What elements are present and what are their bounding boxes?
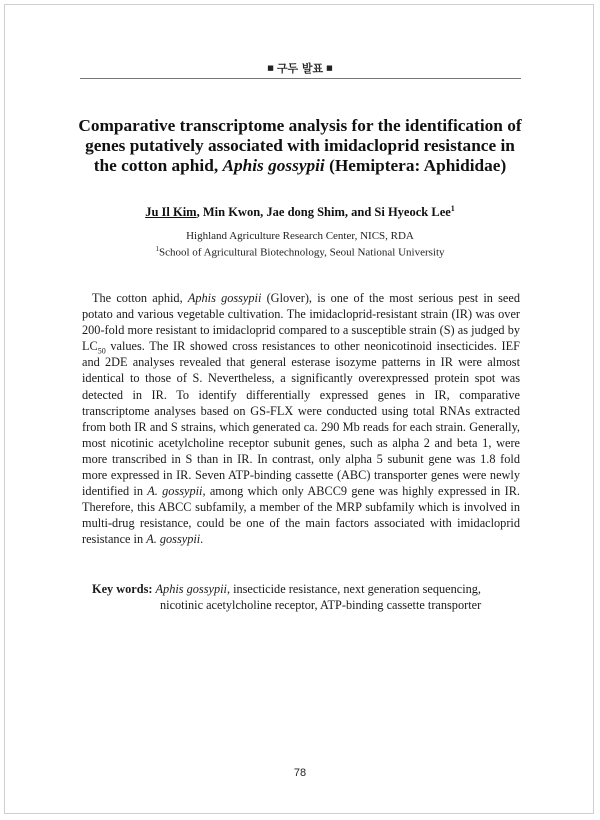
square-bullet-icon: ■ (326, 64, 333, 72)
header-rule (80, 78, 521, 79)
affiliation-2 (0, 245, 600, 259)
co-authors: , Min Kwon, Jae dong Shim, and Si Hyeock Lee (196, 205, 451, 220)
abstract-text: . (200, 532, 204, 547)
keywords-label: Key words: (92, 582, 156, 596)
paper-title (70, 116, 530, 176)
title-line-1: Comparative transcriptome analysis for the identification of (78, 116, 522, 135)
keywords-line-1 (92, 581, 532, 597)
abstract-species: A. gossypii, (147, 484, 206, 499)
abstract-text: The cotton aphid, (92, 291, 188, 305)
abstract-paragraph (82, 290, 520, 548)
section-label (0, 60, 600, 76)
author-list (0, 204, 600, 220)
presenting-author: Ju Il Kim (145, 205, 197, 220)
title-line-2: genes putatively associated with imidacloprid resistance in (85, 136, 515, 155)
abstract-text: values. The IR showed cross resistances to other neonicotinoid insecticides. IEF and 2DE analyses revealed that general esterase isozyme patterns in IR were almost identical to those of S. Nevertheless, a significantly overexpressed protein spot was detected in IR. To identify differentially expressed genes in IR, comparative transcriptome analyses based on GS-FLX were conducted using total RNAs extracted from both IR and S strains, which generated ca. 290 Mb reads for each strain. Generally, most nicotinic acetylcholine receptor subunit genes, such as alpha 2 and beta 1, were more transcribed in S than in IR. In contrast, only alpha 5 subunit gene was 1.8 fold more expressed in IR. Seven ATP-binding cassette (ABC) transporter genes were newly identified in (82, 339, 520, 499)
affiliation-2-text: School of Agricultural Biotechnology, Seoul National University (158, 246, 445, 259)
title-species: Aphis gossypii (222, 156, 325, 175)
section-label-text: 구두 발표 (276, 62, 324, 75)
keywords (92, 581, 532, 613)
title-line-3 (70, 156, 530, 176)
square-bullet-icon: ■ (267, 64, 274, 72)
affiliation-1-text: Highland Agriculture Research Center, NICS, RDA (186, 230, 414, 242)
abstract (82, 290, 520, 548)
abstract-text: (Glover), is one of the most serious pest in seed potato and various vegetable cultivation. The imidacloprid-resistant strain (IR) was over 200-fold more resistant to imidacloprid compared to a susceptible strain (S) as judged by LC (82, 291, 520, 354)
title-line-3-text: the cotton aphid, (93, 156, 223, 175)
page-number: 78 (293, 767, 307, 779)
title-line-3-tail: (Hemiptera: Aphididae) (324, 156, 507, 175)
affiliation-marker: 1 (450, 204, 455, 213)
keywords-line-2: nicotinic acetylcholine receptor, ATP-binding cassette transporter (160, 598, 482, 612)
keyword-species: Aphis gossypii (155, 582, 227, 596)
affiliation-2-marker: 1 (155, 245, 159, 253)
lc-subscript: 50 (97, 346, 106, 356)
abstract-species: Aphis gossypii (187, 291, 262, 305)
abstract-text: among which only ABCC9 gene was highly expressed in IR. Therefore, this ABCC subfamily, a member of the MRP subfamily which is involved in multi-drug resistance, could be one of the main factors associated with imidacloprid resistance in (82, 484, 520, 547)
keywords-text: , insecticide resistance, next generation sequencing, (226, 582, 481, 596)
affiliation-1 (0, 230, 600, 242)
abstract-species: A. gossypii (146, 532, 201, 547)
